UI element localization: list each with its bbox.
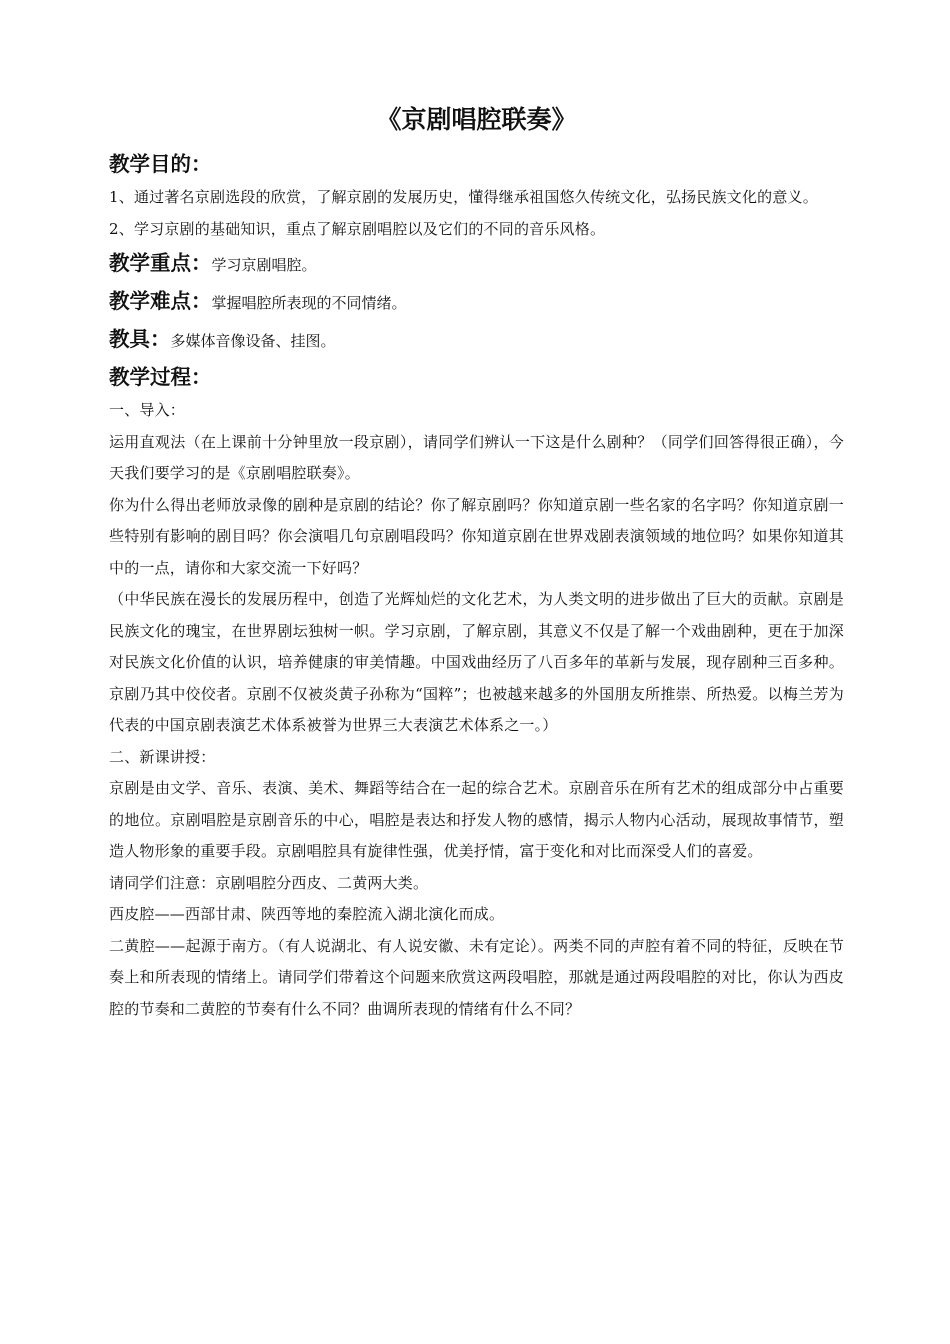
difficulty-section [109,283,844,321]
process-paragraph: 西皮腔——西部甘肃、陕西等地的秦腔流入湖北演化而成。 [109,905,505,923]
key-point-heading: 教学重点： [109,251,212,275]
tools-heading: 教具： [109,327,171,351]
objectives-heading: 教学目的： [109,152,212,176]
key-point-text: 学习京剧唱腔。 [211,256,317,274]
objective-item-1: 1、通过著名京剧选段的欣赏，了解京剧的发展历史，懂得继承祖国悠久传统文化，弘扬民族文化的意义。 [109,188,818,206]
process-paragraph: 你为什么得出老师放录像的剧种是京剧的结论？你了解京剧吗？你知道京剧一些名家的名字吗？你知道京剧一些特别有影响的剧目吗？你会演唱几句京剧唱段吗？你知道京剧在世界戏剧表演领域的地位吗？如果你知道其中的一点，请你和大家交流一下好吗？ [109,495,844,577]
process-paragraph: 请同学们注意：京剧唱腔分西皮、二黄两大类。 [109,873,429,892]
process-paragraph: 运用直观法（在上课前十分钟里放一段京剧），请同学们辨认一下这是什么剧种？（同学们回答得很正确），今天我们要学习的是《京剧唱腔联奏》。 [109,432,844,482]
tools-section [109,321,844,359]
difficulty-text: 掌握唱腔所表现的不同情绪。 [211,294,407,312]
document-title: 《京剧唱腔联奏》 [376,105,577,134]
process-paragraph: 二、新课讲授： [109,747,216,766]
process-paragraph: 一、导入： [109,401,186,419]
process-paragraph: 二黄腔——起源于南方。（有人说湖北、有人说安徽、未有定论）。两类不同的声腔有着不同的特征，反映在节奏上和所表现的情绪上。请同学们带着这个问题来欣赏这两段唱腔，那就是通过两段唱腔的对比，你认为西皮腔的节奏和二黄腔的节奏有什么不同？曲调所表现的情绪有什么不同？ [109,936,844,1018]
process-paragraph: 京剧是由文学、音乐、表演、美术、舞蹈等结合在一起的综合艺术。京剧音乐在所有艺术的组成部分中占重要的地位。京剧唱腔是京剧音乐的中心，唱腔是表达和抒发人物的感情，揭示人物内心活动，展现故事情节，塑造人物形象的重要手段。京剧唱腔具有旋律性强，优美抒情，富于变化和对比而深受人们的喜爱。 [109,779,844,860]
document-page [109,100,844,1025]
process-heading: 教学过程： [109,365,212,389]
objective-item-2: 2、学习京剧的基础知识，重点了解京剧唱腔以及它们的不同的音乐风格。 [109,219,606,238]
tools-text: 多媒体音像设备、挂图。 [170,332,336,350]
difficulty-heading: 教学难点： [109,289,212,313]
key-point-section [109,245,844,283]
process-paragraph: （中华民族在漫长的发展历程中，创造了光辉灿烂的文化艺术，为人类文明的进步做出了巨大的贡献。京剧是民族文化的瑰宝，在世界剧坛独树一帜。学习京剧，了解京剧，其意义不仅是了解一个戏曲剧种，更在于加深对民族文化价值的认识，培养健康的审美情趣。中国戏曲经历了八百多年的革新与发展，现存剧种三百多种。京剧乃其中佼佼者。京剧不仅被炎黄子孙称为“国粹”；也被越来越多的外国朋友所推崇、所热爱。以梅兰芳为代表的中国京剧表演艺术体系被誉为世界三大表演艺术体系之一。） [109,590,844,734]
